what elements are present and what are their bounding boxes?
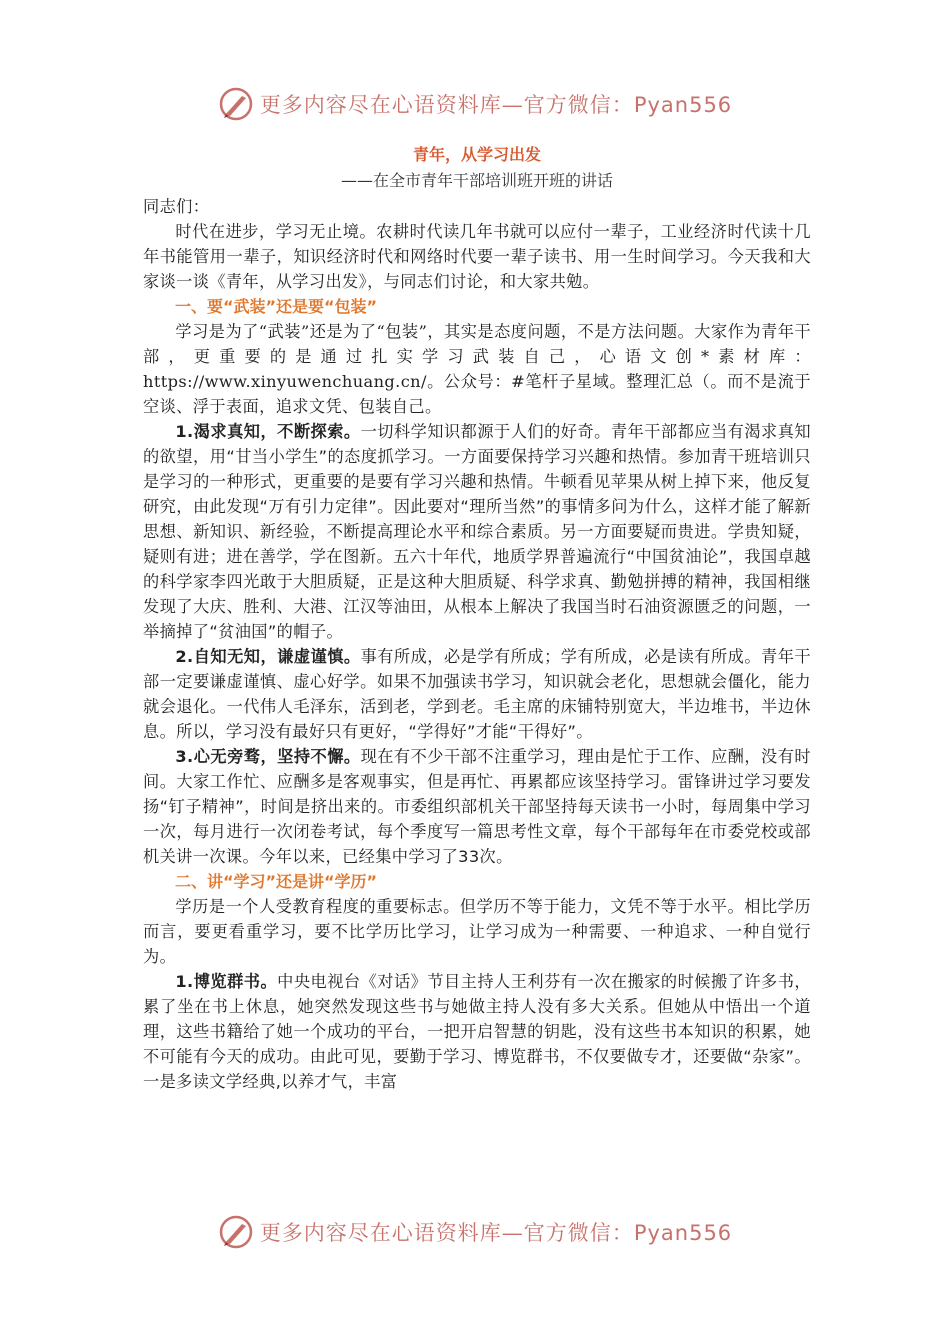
subsection-text: 现在有不少干部不注重学习，理由是忙于工作、应酬，没有时间。大家工作忙、应酬多是客观事实，但是再忙、再累都应该坚持学习。雷锋讲过学习要发扬“钉子精神”，时间是挤出来的。市委组织部机关干部坚持每天读书一小时，每周集中学习一次，每月进行一次闭卷考试，每个季度写一篇思考性文章，每个干部每年在市委党校或部机关讲一次课。今年以来，已经集中学习了33次。 [143,747,811,866]
subsection-text: 中央电视台《对话》节目主持人王利芬有一次在搬家的时候搬了许多书，累了坐在书上休息，她突然发现这些书与她做主持人没有多大关系。但她从中悟出一个道理，这些书籍给了她一个成功的平台，一把开启智慧的钥匙，没有这些书本知识的积累，她不可能有今天的成功。由此可见，要勤于学习、博览群书，不仅要做专才，还要做“杂家”。一是多读文学经典,以养才气，丰富 [143,972,811,1091]
section-heading-1: 一、要“武装”还是要“包装” [175,297,378,316]
header-banner [0,82,950,126]
subsection-lead: 1.渴求真知，不断探索。 [175,422,361,441]
paragraph-armor: 学习是为了“武装”还是为了“包装”，其实是态度问题，不是方法问题。大家作为青年干部，更重要的是通过扎实学习武装自己，心语文创*素材库：https://www.xinyuwenchuang.cn/。公众号：#笔杆子星域。整理汇总（。而不是流于空谈、浮于表面，追求文凭、包装自己。 [143,322,811,416]
subsection-text: 一切科学知识都源于人们的好奇。青年干部都应当有渴求真知的欲望，用“甘当小学生”的态度抓学习。一方面要保持学习兴趣和热情。参加青干班培训只是学习的一种形式，更重要的是要有学习兴趣和热情。牛顿看见苹果从树上掉下来，他反复研究，由此发现“万有引力定律”。因此要对“理所当然”的事情多问为什么，这样才能了解新思想、新知识、新经验，不断提高理论水平和综合素质。另一方面要疑而贵进。学贵知疑，疑则有进；进在善学，学在图新。五六十年代，地质学界普遍流行“中国贫油论”，我国卓越的科学家李四光敢于大胆质疑，正是这种大胆质疑、科学求真、勤勉拼搏的精神，我国相继发现了大庆、胜利、大港、江汉等油田，从根本上解决了我国当时石油资源匮乏的问题，一举摘掉了“贫油国”的帽子。 [143,422,811,641]
banner-text: 更多内容尽在心语资料库—官方微信：Pyan556 [259,93,733,117]
pen-logo-icon [218,1214,254,1250]
greeting: 同志们： [143,197,210,216]
pen-logo-icon [218,86,254,122]
subsection-1-1 [143,419,811,644]
banner-text: 更多内容尽在心语资料库—官方微信：Pyan556 [259,1221,733,1245]
footer-banner [0,1210,950,1254]
page-title: 青年，从学习出发 [412,145,541,164]
subsection-2-1 [143,969,811,1094]
subsection-text: 事有所成，必是学有所成；学有所成，必是读有所成。青年干部一定要谦虚谨慎、虚心好学。如果不加强读书学习，知识就会老化，思想就会僵化，能力就会退化。一代伟人毛泽东，活到老，学到老。毛主席的床铺特别宽大，半边堆书，半边休息。所以，学习没有最好只有更好，“学得好”才能“干得好”。 [143,647,811,741]
document-body [143,142,811,1094]
paragraph-intro: 时代在进步，学习无止境。农耕时代读几年书就可以应付一辈子，工业经济时代读十几年书能管用一辈子，知识经济时代和网络时代要一辈子读书、用一生时间学习。今天我和大家谈一谈《青年，从学习出发》，与同志们讨论，和大家共勉。 [143,222,811,291]
subsection-1-3 [143,744,811,869]
page-subtitle: ——在全市青年干部培训班开班的讲话 [340,171,613,190]
subsection-lead: 2.自知无知，谦虚谨慎。 [175,647,361,666]
subsection-1-2 [143,644,811,744]
section-heading-2: 二、讲“学习”还是讲“学历” [175,872,378,891]
paragraph-degree: 学历是一个人受教育程度的重要标志。但学历不等于能力，文凭不等于水平。相比学历而言，要更看重学习，要不比学历比学习，让学习成为一种需要、一种追求、一种自觉行为。 [143,897,811,966]
subsection-lead: 3.心无旁骛，坚持不懈。 [175,747,361,766]
subsection-lead: 1.博览群书。 [175,972,278,991]
